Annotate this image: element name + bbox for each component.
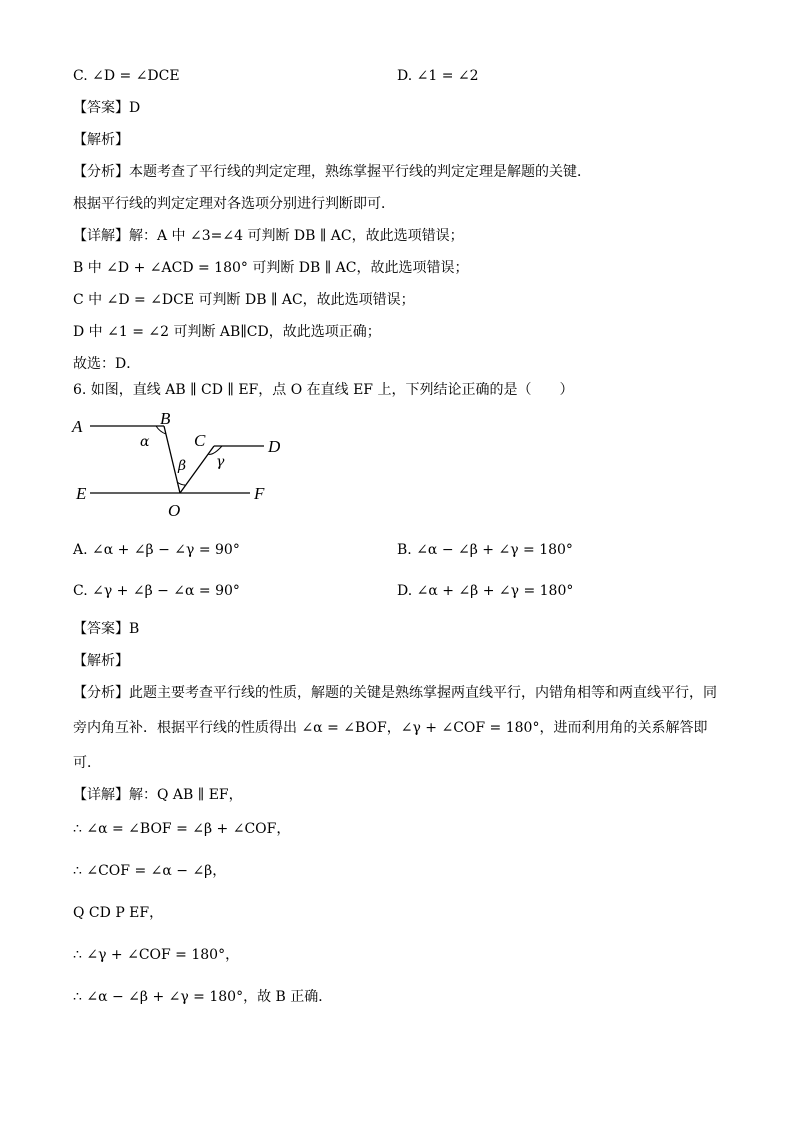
q6-detail-1: 【详解】解：Q AB ∥ EF， xyxy=(73,787,243,803)
q5-analysis-2: 根据平行线的判定定理对各选项分别进行判断即可． xyxy=(73,196,395,212)
q5-detail-4: D 中 ∠1 = ∠2 可判断 AB∥CD，故此选项正确； xyxy=(73,324,381,340)
q6-stem: 6. 如图，直线 AB ∥ CD ∥ EF，点 O 在直线 EF 上，下列结论正确的是（ ） xyxy=(73,382,574,398)
q6-detail-3: ∴ ∠COF = ∠α − ∠β， xyxy=(73,863,227,879)
q6-detail-4: Q CD P EF， xyxy=(73,905,164,921)
q5-jiexi: 【解析】 xyxy=(73,132,129,148)
label-alpha: α xyxy=(140,434,150,450)
q5-option-d: D. ∠1 = ∠2 xyxy=(397,68,479,84)
parallel-lines-diagram xyxy=(70,408,300,518)
q6-detail-2: ∴ ∠α = ∠BOF = ∠β + ∠COF， xyxy=(73,821,291,837)
label-f: F xyxy=(254,484,265,503)
q6-analysis-2: 旁内角互补．根据平行线的性质得出 ∠α = ∠BOF，∠γ + ∠COF = 180°，进而利用角的关系解答即 xyxy=(73,720,708,736)
q5-detail-2: B 中 ∠D + ∠ACD = 180° 可判断 DB ∥ AC，故此选项错误； xyxy=(73,260,469,276)
q5-option-c: C. ∠D = ∠DCE xyxy=(73,68,180,84)
q5-answer: 【答案】D xyxy=(73,100,141,116)
q6-option-a: A. ∠α + ∠β − ∠γ = 90° xyxy=(73,542,240,558)
q6-jiexi: 【解析】 xyxy=(73,653,129,669)
q5-detail-5: 故选：D． xyxy=(73,356,141,372)
q6-detail-6: ∴ ∠α − ∠β + ∠γ = 180°，故 B 正确． xyxy=(73,989,333,1005)
label-e: E xyxy=(76,484,87,503)
label-b: B xyxy=(160,409,171,428)
q5-detail-3: C 中 ∠D = ∠DCE 可判断 DB ∥ AC，故此选项错误； xyxy=(73,292,415,308)
q6-option-b: B. ∠α − ∠β + ∠γ = 180° xyxy=(397,542,573,558)
label-a: A xyxy=(72,417,83,436)
q6-analysis-3: 可． xyxy=(73,755,101,771)
label-c: C xyxy=(194,431,206,450)
q6-answer: 【答案】B xyxy=(73,621,140,637)
label-o: O xyxy=(168,501,181,518)
label-d: D xyxy=(268,437,281,456)
q5-analysis: 【分析】本题考查了平行线的判定定理，熟练掌握平行线的判定定理是解题的关键． xyxy=(73,164,591,180)
q6-analysis-1: 【分析】此题主要考查平行线的性质，解题的关键是熟练掌握两直线平行，内错角相等和两直线平行，同 xyxy=(73,685,717,701)
q6-option-d: D. ∠α + ∠β + ∠γ = 180° xyxy=(397,583,574,599)
q6-option-c: C. ∠γ + ∠β − ∠α = 90° xyxy=(73,583,240,599)
q6-detail-5: ∴ ∠γ + ∠COF = 180°， xyxy=(73,947,240,963)
q5-detail-1: 【详解】解：A 中 ∠3=∠4 可判断 DB ∥ AC，故此选项错误； xyxy=(73,228,464,244)
label-gamma: γ xyxy=(216,454,225,470)
label-beta: β xyxy=(178,458,187,474)
